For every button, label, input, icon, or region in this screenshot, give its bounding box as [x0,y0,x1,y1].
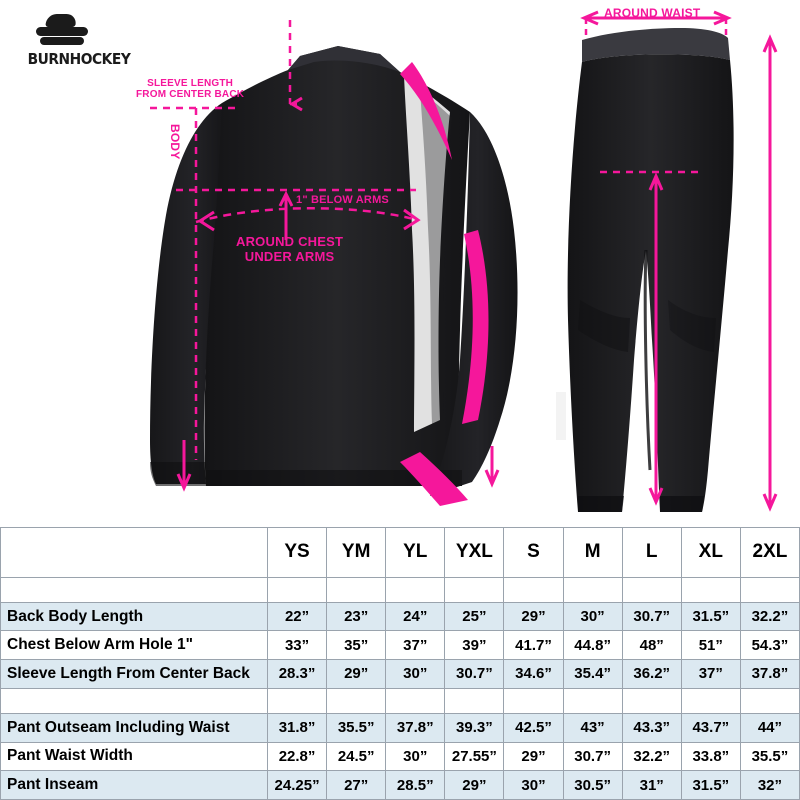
cell: 29” [504,742,563,771]
table-spacer-row-top [1,577,800,602]
cell: 35” [327,631,386,660]
spacer-cell [1,688,268,713]
table-row [1,771,800,800]
spacer-cell [622,577,681,602]
table-row [1,660,800,689]
spacer-cell [681,688,740,713]
cell: 36.2” [622,660,681,689]
row-label-pant-outseam-including-waist: Pant Outseam Including Waist [1,714,268,743]
header-cell-ys: YS [268,528,327,578]
row-label-sleeve-length-from-center-back: Sleeve Length From Center Back [1,660,268,689]
cell: 27.55” [445,742,504,771]
cell: 23” [327,602,386,631]
header-cell-yxl: YXL [445,528,504,578]
size-chart-panel [0,527,800,800]
table-header-row [1,528,800,578]
spacer-cell [563,577,622,602]
cell: 27” [327,771,386,800]
spacer-cell [622,688,681,713]
cell: 22” [268,602,327,631]
cell: 35.5” [740,742,799,771]
annotation-around-waist: AROUND WAIST [604,6,701,20]
table-row [1,714,800,743]
cell: 24” [386,602,445,631]
cell: 25” [445,602,504,631]
spacer-cell [563,688,622,713]
annotation-sleeve-length-from-center-back: SLEEVE LENGTH FROM CENTER BACK [136,78,245,100]
table-row [1,602,800,631]
size-chart-table [0,527,800,800]
cell: 37” [386,631,445,660]
header-cell-0 [1,528,268,578]
header-cell-s: S [504,528,563,578]
cell: 32” [740,771,799,800]
annotation-around-chest-under-arms: AROUND CHEST UNDER ARMS [236,234,344,264]
cell: 29” [327,660,386,689]
cell: 41.7” [504,631,563,660]
cell: 43.7” [681,714,740,743]
table-spacer-row-middle [1,688,800,713]
row-label-back-body-length: Back Body Length [1,602,268,631]
cell: 28.3” [268,660,327,689]
cell: 33” [268,631,327,660]
spacer-cell [268,577,327,602]
cell: 30” [386,660,445,689]
spacer-cell [740,577,799,602]
cell: 32.2” [622,742,681,771]
cell: 30.7” [622,602,681,631]
annotation-body: BODY [168,124,182,160]
cell: 42.5” [504,714,563,743]
cell: 32.2” [740,602,799,631]
cell: 39” [445,631,504,660]
cell: 39.3” [445,714,504,743]
row-label-pant-waist-width: Pant Waist Width [1,742,268,771]
cell: 30.7” [563,742,622,771]
cell: 30” [386,742,445,771]
header-cell-ym: YM [327,528,386,578]
header-cell-l: L [622,528,681,578]
spacer-cell [327,577,386,602]
table-row [1,631,800,660]
cell: 31.5” [681,602,740,631]
spacer-cell [504,688,563,713]
cell: 33.8” [681,742,740,771]
pants-graphic [556,28,734,512]
cell: 22.8” [268,742,327,771]
cell: 44.8” [563,631,622,660]
jacket-graphic [150,46,518,496]
cell: 31” [622,771,681,800]
cell: 43.3” [622,714,681,743]
cell: 34.6” [504,660,563,689]
cell: 29” [504,602,563,631]
brand-wordmark: BURNHOCKEY [27,50,131,68]
header-cell-xl: XL [681,528,740,578]
cell: 48” [622,631,681,660]
cell: 29” [445,771,504,800]
annotation-one-inch-below-arms: 1" BELOW ARMS [296,194,389,206]
spacer-cell [268,688,327,713]
spacer-cell [327,688,386,713]
spacer-cell [386,688,445,713]
cell: 37” [681,660,740,689]
cell: 24.5” [327,742,386,771]
cell: 37.8” [386,714,445,743]
cell: 43” [563,714,622,743]
cell: 30” [563,602,622,631]
header-cell-m: M [563,528,622,578]
cell: 51” [681,631,740,660]
spacer-cell [1,577,268,602]
spacer-cell [740,688,799,713]
spacer-cell [445,577,504,602]
cell: 28.5” [386,771,445,800]
cell: 31.5” [681,771,740,800]
cell: 30” [504,771,563,800]
cell: 35.4” [563,660,622,689]
spacer-cell [445,688,504,713]
cell: 37.8” [740,660,799,689]
cell: 35.5” [327,714,386,743]
cell: 44” [740,714,799,743]
header-cell-yl: YL [386,528,445,578]
spacer-cell [681,577,740,602]
spacer-cell [504,577,563,602]
row-label-chest-below-arm-hole: Chest Below Arm Hole 1" [1,631,268,660]
cell: 30.5” [563,771,622,800]
cell: 54.3” [740,631,799,660]
cell: 30.7” [445,660,504,689]
row-label-pant-inseam: Pant Inseam [1,771,268,800]
cell: 24.25” [268,771,327,800]
cell: 31.8” [268,714,327,743]
header-cell-2xl: 2XL [740,528,799,578]
spacer-cell [386,577,445,602]
table-row [1,742,800,771]
